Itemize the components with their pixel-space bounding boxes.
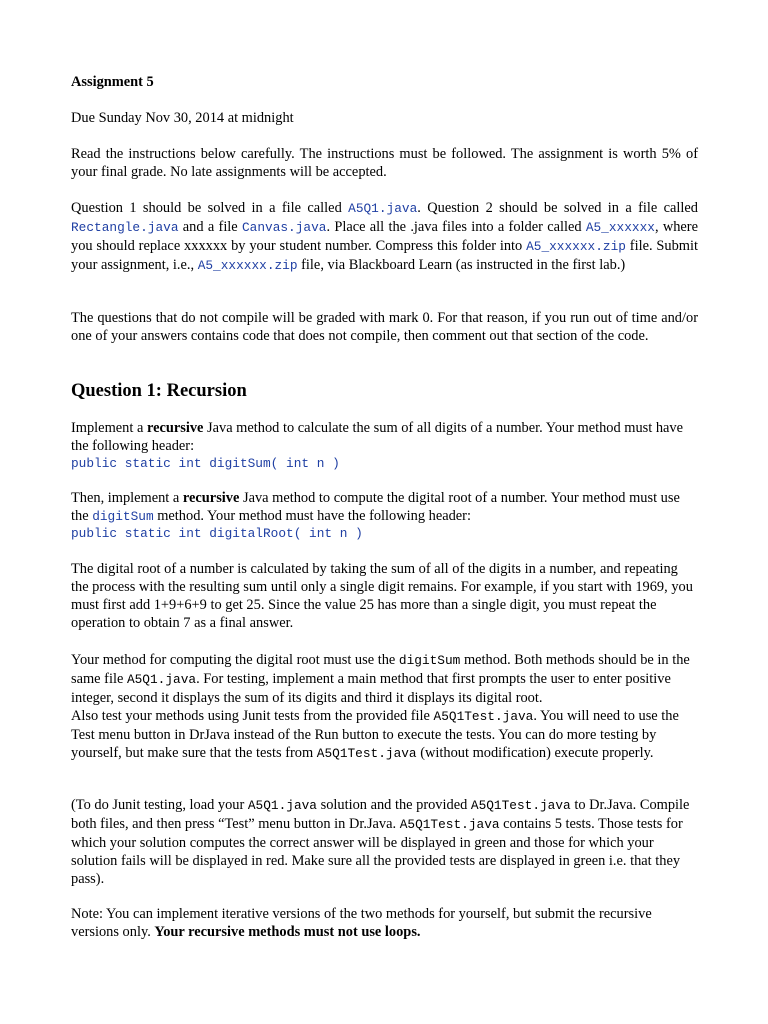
assignment-title: Assignment 5 [71, 74, 154, 90]
method-name-code: digitSum [398, 653, 461, 668]
file-name-code: A5Q1.java [247, 798, 317, 813]
question-1-heading: Question 1: Recursion [71, 381, 247, 401]
file-name-code: A5Q1Test.java [399, 817, 500, 832]
file-name-code: A5Q1.java [348, 201, 418, 216]
file-name-code: A5Q1Test.java [316, 746, 417, 761]
method-paragraph: Your method for computing the digital root must use the digitSum method. Both methods should be in the same file A5Q1.java. For testing, implement a main method that first prompts the user to enter positive integer, second it displays the sum of its digits and third it displays its digital root. Also test your methods using Junit tests from the provided file A5Q1Test.java. You will need to use the Test menu button in DrJava instead of the Run button to execute the tests. You can do more testing by yourself, but make sure that the tests from A5Q1Test.java (without modification) execute properly. [71, 652, 690, 761]
digitalroot-paragraph: Then, implement a recursive Java method to compute the digital root of a number. Your method must use the digitSum method. Your method must have the following header: [71, 490, 680, 524]
intro-paragraph: Read the instructions below carefully. The instructions must be followed. The assignment is worth 5% of your final grade. No late assignments will be accepted. [71, 146, 698, 180]
compile-paragraph: The questions that do not compile will be graded with mark 0. For that reason, if you run out of time and/or one of your answers contains code that does not compile, then comment out that section of the code. [71, 310, 698, 344]
digitalroot-header-code: public static int digitalRoot( int n ) [71, 526, 363, 541]
due-date-line: Due Sunday Nov 30, 2014 at midnight [71, 110, 294, 126]
folder-name-code: A5_xxxxxx [585, 220, 655, 235]
digitsum-header-code: public static int digitSum( int n ) [71, 456, 340, 471]
method-name-code: digitSum [92, 509, 154, 524]
zip-name-code: A5_xxxxxx.zip [526, 239, 626, 254]
definition-paragraph: The digital root of a number is calculated by taking the sum of all of the digits in a number, and repeating the process with the resulting sum until only a single digit remains. For example, if you start with 1969, you must first add 1+9+6+9 to get 25. Since the value 25 has more than a single digit, you must repeat the operation to obtain 7 as a final answer. [71, 561, 693, 631]
file-name-code: A5Q1Test.java [433, 709, 534, 724]
file-name-code: A5Q1Test.java [470, 798, 571, 813]
zip-name-code: A5_xxxxxx.zip [197, 258, 298, 273]
no-loops-warning: Your recursive methods must not use loops. [154, 924, 421, 940]
file-name-code: Rectangle.java [71, 220, 179, 235]
files-paragraph: Question 1 should be solved in a file called A5Q1.java. Question 2 should be solved in a file called Rectangle.java and a file Canvas.java. Place all the .java files into a folder called A5_xxxxxx, where you should replace xxxxxx by your student number. Compress this folder into A5_xxxxxx.zip file. Submit your assignment, i.e., A5_xxxxxx.zip file, via Blackboard Learn (as instructed in the first lab.) [71, 200, 698, 273]
file-name-code: Canvas.java [241, 220, 327, 235]
note-paragraph: Note: You can implement iterative versions of the two methods for yourself, but submit the recursive versions only. Your recursive methods must not use loops. [71, 906, 652, 940]
file-name-code: A5Q1.java [126, 672, 197, 687]
junit-paragraph: (To do Junit testing, load your A5Q1.java solution and the provided A5Q1Test.java to Dr.Java. Compile both files, and then press “Test” menu button in Dr.Java. A5Q1Test.java contains 5 tests. Those tests for which your solution computes the correct answer will be displayed in green and those for which your solution fails will be displayed in red. Make sure all the provided tests are displayed in green i.e. that they pass). [71, 797, 690, 887]
digitsum-paragraph: Implement a recursive Java method to calculate the sum of all digits of a number. Your method must have the following header: [71, 420, 684, 454]
